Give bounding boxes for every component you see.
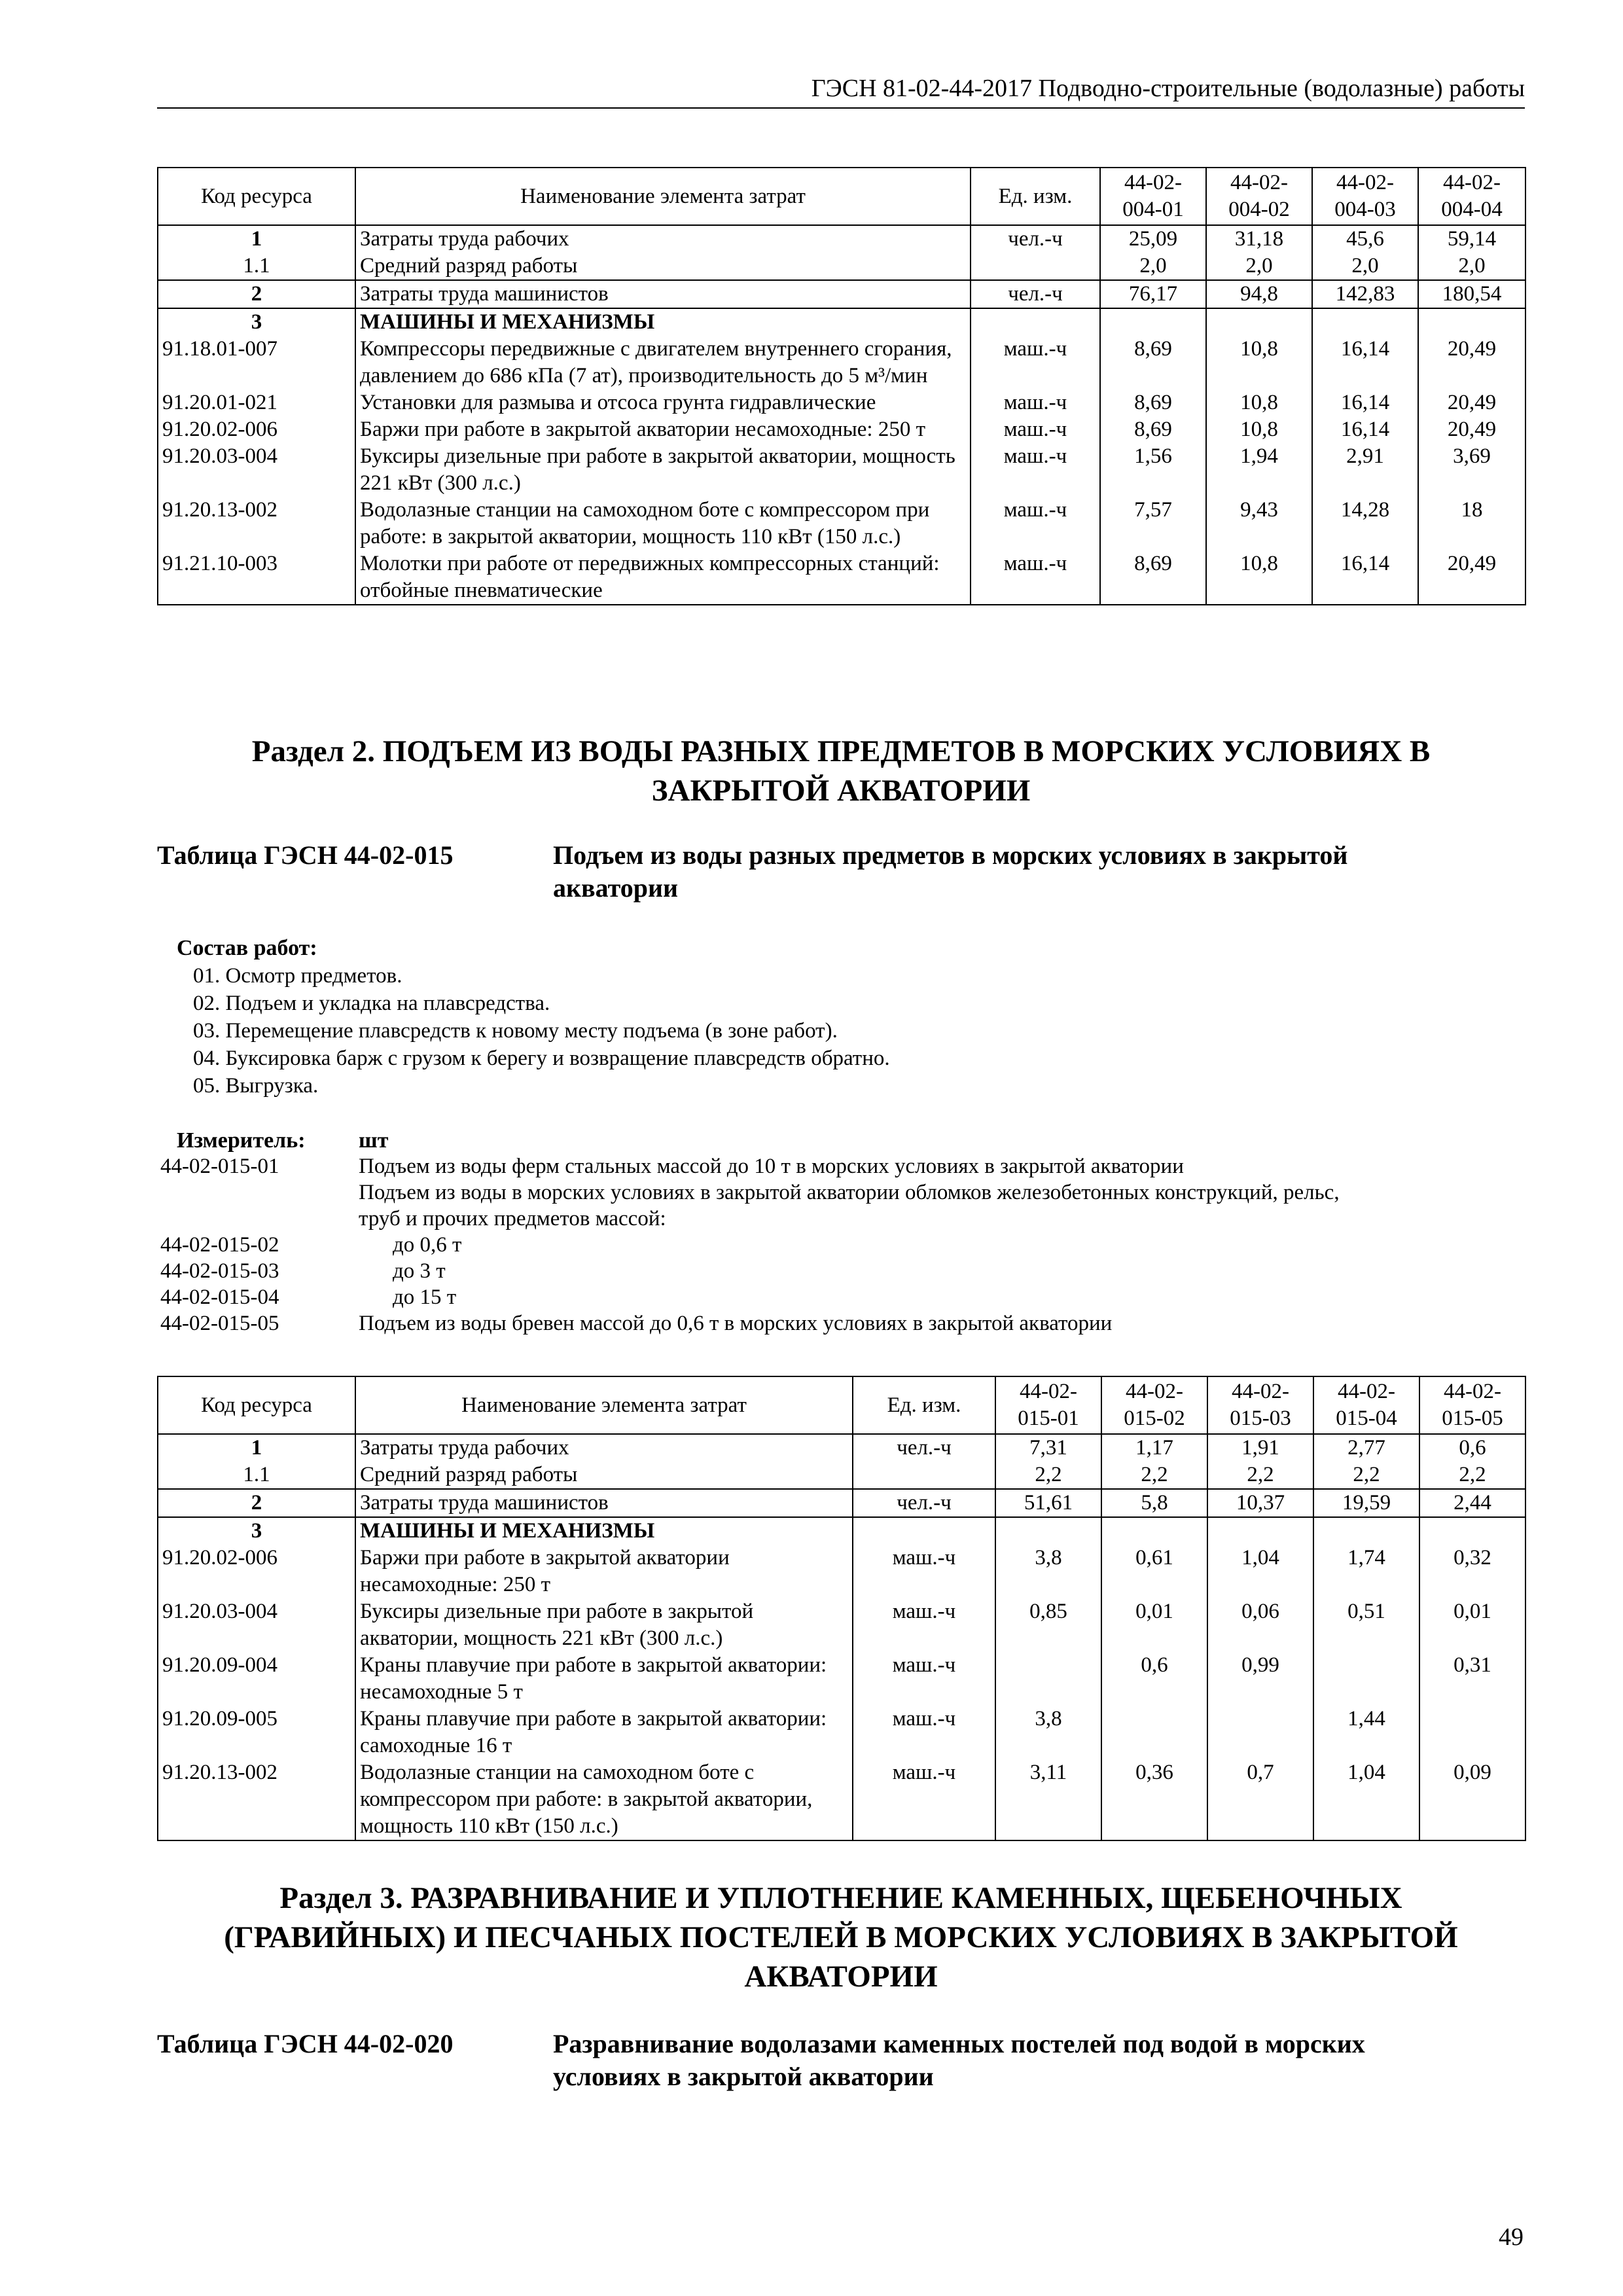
resource-code: 91.21.10-003	[158, 550, 355, 605]
resource-value: 16,14	[1312, 550, 1418, 605]
col-header-norm-bottom: 004-01	[1122, 198, 1184, 221]
resource-value: 59,14	[1418, 225, 1525, 253]
resource-code: 2	[158, 280, 355, 308]
resource-value: 1,04	[1207, 1545, 1313, 1598]
table-row	[158, 225, 1525, 253]
composition-item: 04. Буксировка барж с грузом к берегу и возвращение плавсредств обратно.	[193, 1047, 890, 1070]
resource-name: Затраты труда рабочих	[355, 1434, 853, 1462]
resource-value: 20,49	[1418, 389, 1525, 416]
table-row	[158, 253, 1525, 280]
col-header-unit: Ед. изм.	[971, 168, 1100, 225]
resource-value: 3,69	[1418, 443, 1525, 497]
resource-value	[1207, 1517, 1313, 1545]
resource-value: 8,69	[1100, 416, 1206, 443]
col-header-norm-bottom: 015-04	[1336, 1407, 1397, 1430]
table-row	[158, 1489, 1525, 1517]
col-header-norm	[1207, 1376, 1313, 1434]
table-label: Таблица ГЭСН 44-02-020	[157, 2029, 454, 2058]
resource-value: 2,2	[1207, 1462, 1313, 1489]
resource-value: 2,0	[1206, 253, 1312, 280]
resource-value: 20,49	[1418, 416, 1525, 443]
resource-value	[1207, 1706, 1313, 1759]
resource-value	[1419, 1517, 1525, 1545]
resource-name: Компрессоры передвижные с двигателем внутреннего сгорания, давлением до 686 кПа (7 ат), производительность до 5 м³/мин	[355, 336, 971, 389]
resource-value: 20,49	[1418, 336, 1525, 389]
header-rule	[157, 107, 1525, 109]
resource-value: 2,0	[1418, 253, 1525, 280]
resource-value: 31,18	[1206, 225, 1312, 253]
resource-name: Краны плавучие при работе в закрытой акватории: несамоходные 5 т	[355, 1652, 853, 1706]
resource-value: 9,43	[1206, 497, 1312, 550]
resource-value	[995, 1652, 1101, 1706]
composition-item: 02. Подъем и укладка на плавсредства.	[193, 992, 550, 1015]
resource-unit: маш.-ч	[971, 389, 1100, 416]
resource-unit: маш.-ч	[853, 1759, 995, 1840]
resource-value	[1101, 1706, 1207, 1759]
resource-value: 2,0	[1312, 253, 1418, 280]
resource-value: 1,04	[1313, 1759, 1419, 1840]
resource-unit	[971, 253, 1100, 280]
resource-code: 91.20.09-005	[158, 1706, 355, 1759]
measure-label: Измеритель:	[177, 1128, 306, 1153]
resource-value: 0,85	[995, 1598, 1101, 1652]
resource-value: 2,2	[1313, 1462, 1419, 1489]
resource-value: 0,36	[1101, 1759, 1207, 1840]
resource-value: 94,8	[1206, 280, 1312, 308]
resource-unit: маш.-ч	[853, 1706, 995, 1759]
resource-value: 2,2	[1419, 1462, 1525, 1489]
resource-name: Баржи при работе в закрытой акватории несамоходные: 250 т	[355, 416, 971, 443]
resource-name: Краны плавучие при работе в закрытой акватории: самоходные 16 т	[355, 1706, 853, 1759]
composition-heading: Состав работ:	[177, 936, 317, 960]
resource-code: 1.1	[158, 1462, 355, 1489]
norm-text: до 15 т	[393, 1285, 457, 1309]
resource-value: 20,49	[1418, 550, 1525, 605]
norm-text: до 3 т	[393, 1259, 446, 1283]
resource-name: Буксиры дизельные при работе в закрытой акватории, мощность 221 кВт (300 л.с.)	[355, 443, 971, 497]
resource-unit	[853, 1462, 995, 1489]
col-header-name: Наименование элемента затрат	[355, 1376, 853, 1434]
resource-value: 5,8	[1101, 1489, 1207, 1517]
resource-value: 2,2	[1101, 1462, 1207, 1489]
resource-value: 10,37	[1207, 1489, 1313, 1517]
resource-code: 1	[158, 225, 355, 253]
resource-code: 91.20.09-004	[158, 1652, 355, 1706]
col-header-norm-top: 44-02-	[1443, 171, 1501, 194]
resource-value: 3,11	[995, 1759, 1101, 1840]
norm-text: Подъем из воды ферм стальных массой до 10 т в морских условиях в закрытой акватории	[359, 1155, 1184, 1178]
resource-name: Баржи при работе в закрытой акватории несамоходные: 250 т	[355, 1545, 853, 1598]
resource-unit: чел.-ч	[971, 280, 1100, 308]
resource-code: 1	[158, 1434, 355, 1462]
col-header-norm	[1101, 1376, 1207, 1434]
table-title-line: условиях в закрытой акватории	[553, 2062, 934, 2091]
table-title	[553, 2028, 1522, 2093]
table-row	[158, 1652, 1525, 1706]
resource-value: 16,14	[1312, 336, 1418, 389]
resource-value: 1,44	[1313, 1706, 1419, 1759]
resource-code: 91.18.01-007	[158, 336, 355, 389]
table-row	[158, 1545, 1525, 1598]
resource-value: 10,8	[1206, 336, 1312, 389]
composition-item: 01. Осмотр предметов.	[193, 964, 402, 988]
resource-value: 0,6	[1419, 1434, 1525, 1462]
resource-unit: чел.-ч	[971, 225, 1100, 253]
resource-value: 0,06	[1207, 1598, 1313, 1652]
col-header-norm	[995, 1376, 1101, 1434]
resource-value: 0,01	[1101, 1598, 1207, 1652]
section-2-heading-line: ЗАКРЫТОЙ АКВАТОРИИ	[651, 774, 1031, 808]
resource-unit	[971, 308, 1100, 336]
composition-item: 03. Перемещение плавсредств к новому месту подъема (в зоне работ).	[193, 1019, 838, 1043]
col-header-norm	[1206, 168, 1312, 225]
resource-code: 3	[158, 308, 355, 336]
resource-value: 0,61	[1101, 1545, 1207, 1598]
resource-name: Затраты труда машинистов	[355, 280, 971, 308]
resource-name: Водолазные станции на самоходном боте с компрессором при работе: в закрытой акватории, мощность 110 кВт (150 л.с.)	[355, 1759, 853, 1840]
resource-unit: маш.-ч	[971, 497, 1100, 550]
resource-value: 0,31	[1419, 1652, 1525, 1706]
resource-unit: чел.-ч	[853, 1489, 995, 1517]
resource-value: 25,09	[1100, 225, 1206, 253]
running-header: ГЭСН 81-02-44-2017 Подводно-строительные (водолазные) работы	[811, 75, 1525, 102]
resource-value: 0,09	[1419, 1759, 1525, 1840]
resource-code: 91.20.03-004	[158, 443, 355, 497]
resource-value: 51,61	[995, 1489, 1101, 1517]
table-row	[158, 389, 1525, 416]
resource-value: 16,14	[1312, 416, 1418, 443]
col-header-norm-top: 44-02-	[1338, 1380, 1395, 1403]
col-header-norm	[1313, 1376, 1419, 1434]
resource-unit: маш.-ч	[971, 550, 1100, 605]
resource-value	[1312, 308, 1418, 336]
resource-code: 3	[158, 1517, 355, 1545]
resource-name: Водолазные станции на самоходном боте с компрессором при работе: в закрытой акватории, мощность 110 кВт (150 л.с.)	[355, 497, 971, 550]
resource-value	[1313, 1517, 1419, 1545]
resource-code: 91.20.13-002	[158, 1759, 355, 1840]
table-row	[158, 443, 1525, 497]
resource-value: 0,6	[1101, 1652, 1207, 1706]
col-header-norm-top: 44-02-	[1126, 1380, 1183, 1403]
col-header-norm-bottom: 004-03	[1334, 198, 1396, 221]
resource-value	[1100, 308, 1206, 336]
resource-name: Установки для размыва и отсоса грунта гидравлические	[355, 389, 971, 416]
resource-code: 2	[158, 1489, 355, 1517]
table-row	[158, 497, 1525, 550]
resource-unit	[853, 1517, 995, 1545]
resource-name: МАШИНЫ И МЕХАНИЗМЫ	[355, 308, 971, 336]
col-header-norm	[1418, 168, 1525, 225]
table-row	[158, 416, 1525, 443]
col-header-norm	[1100, 168, 1206, 225]
resource-value: 14,28	[1312, 497, 1418, 550]
col-header-norm-bottom: 015-01	[1018, 1407, 1079, 1430]
table-row	[158, 280, 1525, 308]
col-header-norm-top: 44-02-	[1444, 1380, 1501, 1403]
col-header-norm-top: 44-02-	[1232, 1380, 1289, 1403]
table-row	[158, 1517, 1525, 1545]
resource-value	[1206, 308, 1312, 336]
col-header-norm-bottom: 004-04	[1441, 198, 1503, 221]
resource-value: 3,8	[995, 1706, 1101, 1759]
resource-value: 1,94	[1206, 443, 1312, 497]
resource-value	[995, 1517, 1101, 1545]
section-2-heading-line: Раздел 2. ПОДЪЕМ ИЗ ВОДЫ РАЗНЫХ ПРЕДМЕТОВ В МОРСКИХ УСЛОВИЯХ В	[251, 734, 1431, 768]
resource-value: 180,54	[1418, 280, 1525, 308]
col-header-norm-top: 44-02-	[1230, 171, 1288, 194]
resource-name: Молотки при работе от передвижных компрессорных станций: отбойные пневматические	[355, 550, 971, 605]
resource-value: 2,91	[1312, 443, 1418, 497]
resource-value: 8,69	[1100, 336, 1206, 389]
resource-code: 91.20.13-002	[158, 497, 355, 550]
resource-value: 10,8	[1206, 416, 1312, 443]
resource-value: 2,2	[995, 1462, 1101, 1489]
resource-name: Буксиры дизельные при работе в закрытой акватории, мощность 221 кВт (300 л.с.)	[355, 1598, 853, 1652]
resource-value: 76,17	[1100, 280, 1206, 308]
section-3-heading-line: АКВАТОРИИ	[744, 1960, 938, 1994]
col-header-norm-top: 44-02-	[1124, 171, 1182, 194]
norm-text: труб и прочих предметов массой:	[359, 1207, 666, 1230]
norm-code: 44-02-015-05	[160, 1312, 279, 1335]
norm-code: 44-02-015-03	[160, 1259, 279, 1283]
col-header-norm-top: 44-02-	[1336, 171, 1394, 194]
resource-table-44-02-004	[157, 167, 1526, 605]
resource-value: 1,56	[1100, 443, 1206, 497]
table-row	[158, 336, 1525, 389]
col-header-unit: Ед. изм.	[853, 1376, 995, 1434]
resource-value: 0,01	[1419, 1598, 1525, 1652]
resource-value: 2,77	[1313, 1434, 1419, 1462]
resource-unit: маш.-ч	[853, 1598, 995, 1652]
resource-value	[1419, 1706, 1525, 1759]
resource-code: 91.20.01-021	[158, 389, 355, 416]
table-title	[553, 839, 1522, 905]
resource-value: 2,44	[1419, 1489, 1525, 1517]
resource-value	[1313, 1652, 1419, 1706]
resource-value: 7,31	[995, 1434, 1101, 1462]
table-row	[158, 1759, 1525, 1840]
composition-item: 05. Выгрузка.	[193, 1074, 319, 1098]
section-3-heading	[157, 1878, 1525, 1996]
col-header-norm-bottom: 015-05	[1442, 1407, 1503, 1430]
col-header-norm-bottom: 004-02	[1228, 198, 1290, 221]
norm-text: Подъем из воды бревен массой до 0,6 т в морских условиях в закрытой акватории	[359, 1312, 1113, 1335]
norm-text: до 0,6 т	[393, 1233, 462, 1257]
resource-code: 91.20.02-006	[158, 1545, 355, 1598]
resource-value: 18	[1418, 497, 1525, 550]
resource-name: Средний разряд работы	[355, 1462, 853, 1489]
resource-unit: маш.-ч	[971, 416, 1100, 443]
table-row	[158, 308, 1525, 336]
resource-value: 0,7	[1207, 1759, 1313, 1840]
norm-code: 44-02-015-04	[160, 1285, 279, 1309]
col-header-norm-bottom: 015-02	[1124, 1407, 1185, 1430]
resource-value: 2,0	[1100, 253, 1206, 280]
resource-value: 8,69	[1100, 389, 1206, 416]
section-3-heading-line: Раздел 3. РАЗРАВНИВАНИЕ И УПЛОТНЕНИЕ КАМЕННЫХ, ЩЕБЕНОЧНЫХ	[279, 1881, 1402, 1915]
resource-name: Затраты труда рабочих	[355, 225, 971, 253]
section-2-heading	[157, 732, 1525, 810]
table-label: Таблица ГЭСН 44-02-015	[157, 840, 454, 870]
measure-value: шт	[359, 1128, 389, 1153]
resource-value: 3,8	[995, 1545, 1101, 1598]
col-header-code: Код ресурса	[158, 168, 355, 225]
resource-value: 1,17	[1101, 1434, 1207, 1462]
table-title-line: акватории	[553, 873, 679, 903]
resource-code: 1.1	[158, 253, 355, 280]
section-3-heading-line: (ГРАВИЙНЫХ) И ПЕСЧАНЫХ ПОСТЕЛЕЙ В МОРСКИХ УСЛОВИЯХ В ЗАКРЫТОЙ	[224, 1920, 1458, 1954]
table-title-line: Подъем из воды разных предметов в морских условиях в закрытой	[553, 840, 1348, 870]
table-row	[158, 550, 1525, 605]
norm-code: 44-02-015-02	[160, 1233, 279, 1257]
resource-value: 142,83	[1312, 280, 1418, 308]
resource-value: 8,69	[1100, 550, 1206, 605]
resource-value: 0,32	[1419, 1545, 1525, 1598]
col-header-norm-top: 44-02-	[1020, 1380, 1077, 1403]
resource-name: Средний разряд работы	[355, 253, 971, 280]
col-header-norm	[1312, 168, 1418, 225]
resource-unit: маш.-ч	[853, 1545, 995, 1598]
table-row	[158, 1462, 1525, 1489]
col-header-norm-bottom: 015-03	[1230, 1407, 1291, 1430]
table-row	[158, 1706, 1525, 1759]
resource-value: 0,51	[1313, 1598, 1419, 1652]
resource-value	[1418, 308, 1525, 336]
resource-value: 1,74	[1313, 1545, 1419, 1598]
resource-unit: маш.-ч	[971, 443, 1100, 497]
resource-code: 91.20.03-004	[158, 1598, 355, 1652]
table-row	[158, 1598, 1525, 1652]
table-row	[158, 1434, 1525, 1462]
resource-unit: маш.-ч	[853, 1652, 995, 1706]
col-header-name: Наименование элемента затрат	[355, 168, 971, 225]
resource-value: 16,14	[1312, 389, 1418, 416]
norm-code: 44-02-015-01	[160, 1155, 279, 1178]
resource-code: 91.20.02-006	[158, 416, 355, 443]
resource-value: 7,57	[1100, 497, 1206, 550]
resource-value: 10,8	[1206, 389, 1312, 416]
resource-value	[1101, 1517, 1207, 1545]
resource-unit: чел.-ч	[853, 1434, 995, 1462]
resource-value: 19,59	[1313, 1489, 1419, 1517]
table-title-line: Разравнивание водолазами каменных постелей под водой в морских	[553, 2029, 1365, 2058]
col-header-norm	[1419, 1376, 1525, 1434]
resource-value: 10,8	[1206, 550, 1312, 605]
resource-name: Затраты труда машинистов	[355, 1489, 853, 1517]
resource-value: 1,91	[1207, 1434, 1313, 1462]
resource-value: 45,6	[1312, 225, 1418, 253]
col-header-code: Код ресурса	[158, 1376, 355, 1434]
page-number: 49	[1499, 2223, 1524, 2251]
resource-name: МАШИНЫ И МЕХАНИЗМЫ	[355, 1517, 853, 1545]
resource-unit: маш.-ч	[971, 336, 1100, 389]
resource-table-44-02-015	[157, 1376, 1526, 1841]
resource-value: 0,99	[1207, 1652, 1313, 1706]
norm-text: Подъем из воды в морских условиях в закрытой акватории обломков железобетонных конструкций, рельс,	[359, 1181, 1340, 1204]
